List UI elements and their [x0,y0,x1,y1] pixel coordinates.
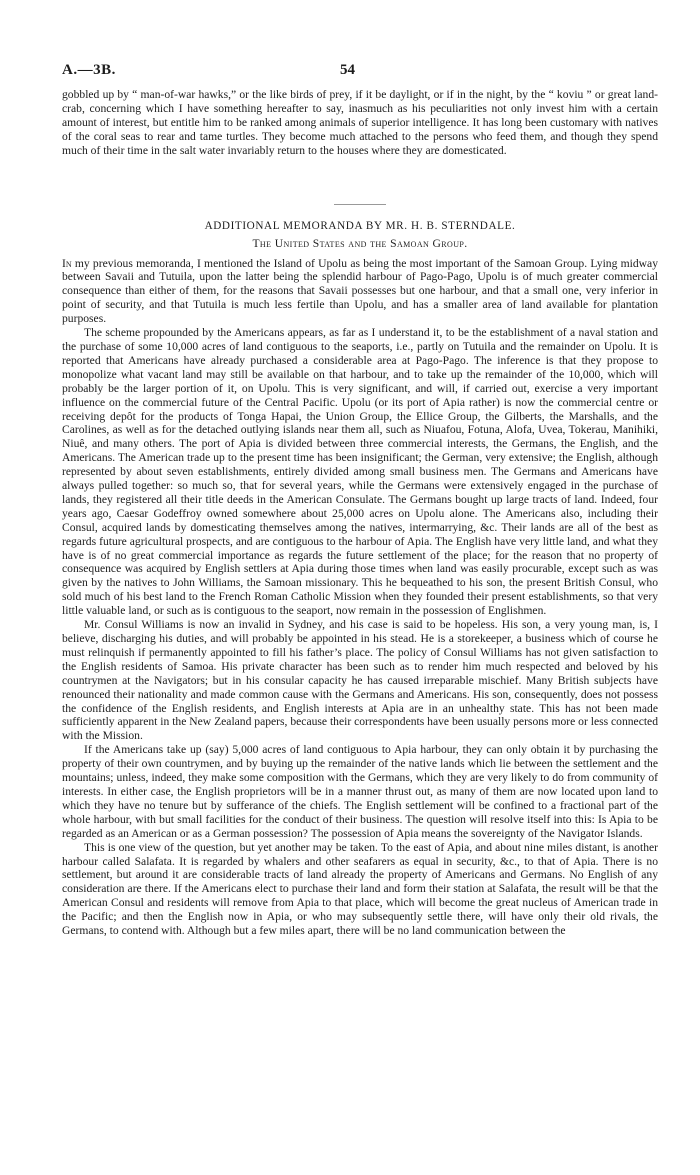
section-subtitle: The United States and the Samoan Group. [252,236,468,250]
body-paragraph-2: The scheme propounded by the Americans appears, as far as I understand it, to be the establishment of a naval station and the purchase of some 10,000 acres of land contiguous to the seaports, i.e., partly on Tutuila and the remainder on Upolu. It is reported that Americans have already purchased a considerable area at Pago-Pago. The inference is that they propose to monopolize what vacant land may still be available on that harbour, and to take up the remainder of the 10,000, which will probably be the larger portion of it, on Upolu. This is very significant, and will, if carried out, exercise a very important influence on the commercial future of the Central Pacific. Upolu (or its port of Apia rather) is now the commercial centre or receiving depôt for the products of Tonga Hapai, the Union Group, the Ellice Group, the Gilberts, the Marshalls, and the Carolines, as well as for the detached outlying islands near them all, such as Niuafou, Fotuna, Alofa, Uvea, Tokerau, Manihiki, Niuê, and many others. The port of Apia is divided between three commercial interests, the Germans, the English, and the Americans. The American trade up to the present time has been insignificant; the German, very extensive; the English, although represented by about seven establishments, entirely divided among small business men. The Germans and Americans have always pulled together: so much so, that for several years, while the Germans were extensively engaged in the purchase of lands, they registered all their title deeds in the American Consulate. The Germans bought up large tracts of land. Indeed, four years ago, Caesar Godeffroy owned somewhere about 25,000 acres on Upolu alone. The Americans also, including their Consul, acquired lands by domesticating themselves among the natives, intermarrying, &c. Their lands are all of the best as regards future agricultural prospects, and are contiguous to the harbour of Apia. The English have very little land, and what they have is of no great commercial importance as regards the future settlement of the place; for the reason that no property of consequence was acquired by English settlers at Apia during those times when land was easily procurable, except such as was given by the natives to John Williams, the Samoan missionary. This he bequeathed to his son, the present British Consul, who sold much of his best land to the French Roman Catholic Mission when they founded their present establishments, so that very little valuable land, or such as is contiguous to the seaport, now remain in the possession of Englishmen. [62,326,658,618]
body-paragraph-3: Mr. Consul Williams is now an invalid in Sydney, and his case is said to be hopeless. His son, a very young man, is, I believe, discharging his duties, and will probably be appointed in his stead. He is a storekeeper, a business which of course he must relinquish if permanently appointed to fill his father’s place. The policy of Consul Williams has not given satisfaction to the English residents of Samoa. His private character has been such as to render him much respected and beloved by his countrymen at the Navigators; but in his consular capacity he has caused irreparable mischief. Many British subjects have renounced their nationality and made common cause with the Germans and Americans. His son, consequently, does not possess the confidence of the English residents, and English interests at Apia are in an unhealthy state. This has not been made sufficiently apparent in the New Zealand papers, because their correspondents have been usually persons more or less connected with the Mission. [62,618,659,743]
body-paragraph-5: This is one view of the question, but yet another may be taken. To the east of Apia, and about nine miles distant, is another harbour called Salafata. It is regarded by whalers and other seafarers as equal in security, &c., to that of Apia. There is no settlement, but around it are considerable tracts of land already the property of Americans and Germans. No English of any consideration are there. If the Americans elect to purchase their land and form their station at Salafata, the result will be that the American Consul and residents will remove from Apia to that place, which will become the great nucleus of American trade in the Pacific; and then the English now in Apia, or who may subsequently settle there, will have only their old rivals, the Germans, to contend with. Although but a few miles apart, there will be no land communication between the [62,840,658,938]
document-page [62,58,658,938]
page-header [62,58,658,88]
paragraph-lead-word: In [62,256,72,270]
intro-paragraph: gobbled up by “ man-of-war hawks,” or the like birds of prey, if it be daylight, or if in the night, by the “ koviu ” or great land-crab, concerning which I have something hereafter to say, inasmuch as his peculiarities not only invest him with a certain amount of interest, but entitle him to be ranked among animals of superior intelligence. It has long been customary with natives of the coral seas to rear and tame turtles. They become much attached to the persons who feed them, and though they spend much of their time in the salt water invariably return to the houses where they are domesticated. [62,88,658,157]
document-reference: A.—3B. [62,62,116,78]
section-divider [334,204,386,205]
paragraph-text: my previous memoranda, I mentioned the Island of Upolu as being the most important of the Samoan Group. Lying midway between Savaii and Tutuila, upon the latter being the splendid harbour of Pago-Pago, Upolu is of much greater commercial consequence than either of them, for the reasons that Savaii possesses but one harbour, and that a small one, very inferior in point of security, and that Tutuila is much less fertile than Upolu, and has a smaller area of land available for plantation purposes. [62,256,658,326]
page-number: 54 [340,62,355,78]
body-paragraph-1 [62,257,658,327]
section-title: ADDITIONAL MEMORANDA BY MR. H. B. STERNDALE. [204,219,516,232]
body-paragraph-4: If the Americans take up (say) 5,000 acres of land contiguous to Apia harbour, they can only obtain it by purchasing the property of their own countrymen, and by buying up the remainder of the native lands which lie between the settlement and the mountains; unless, indeed, they make some composition with the Germans, which they are very likely to do from community of interests. In either case, the English proprietors will be in a manner thrust out, as many of them are now located upon land to which they have no tenure but by sufferance of the chiefs. The English settlement will be confined to a fractional part of the whole harbour, with but small facilities for the conduct of their business. The question will resolve itself into this: Is Apia to be regarded as an American or as a German possession? The possession of Apia means the sovereignty of the Navigator Islands. [62,743,658,840]
